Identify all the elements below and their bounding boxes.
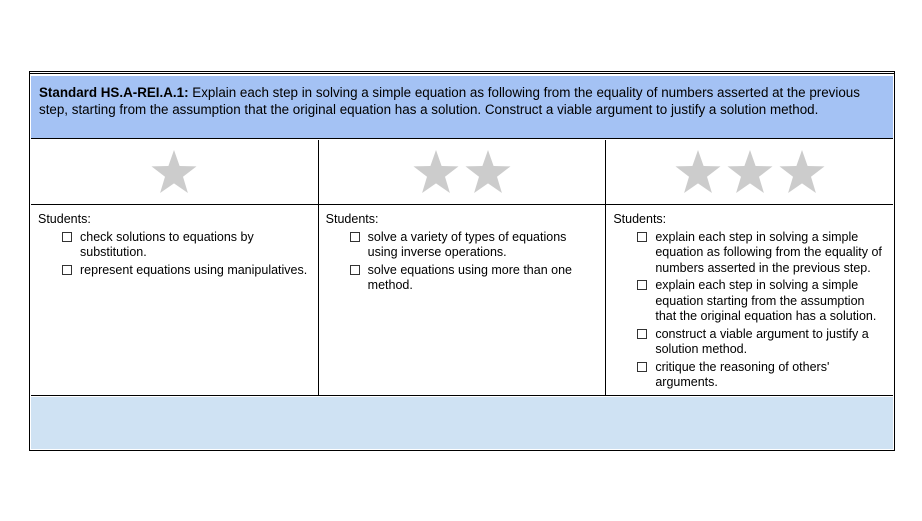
level-1-criteria <box>31 205 319 395</box>
level-3-stars <box>606 140 893 204</box>
standard-header <box>31 76 893 139</box>
criteria-item[interactable]: check solutions to equations by substitution. <box>62 230 312 261</box>
criteria-item[interactable]: explain each step in solving a simple equation starting from the assumption that the original equation has a solution. <box>637 278 887 325</box>
students-label: Students: <box>613 212 667 226</box>
criteria-item[interactable]: solve equations using more than one method. <box>350 263 600 294</box>
checkbox-icon[interactable] <box>350 265 360 275</box>
level-2-stars <box>319 140 607 204</box>
criteria-item[interactable]: represent equations using manipulatives. <box>62 263 312 279</box>
criteria-list <box>613 230 887 391</box>
checkbox-icon[interactable] <box>637 329 647 339</box>
checkbox-icon[interactable] <box>637 232 647 242</box>
criteria-row <box>31 205 893 396</box>
star-icon <box>675 150 720 193</box>
checkbox-icon[interactable] <box>62 265 72 275</box>
star-icon <box>152 150 197 193</box>
criteria-item[interactable]: explain each step in solving a simple equation as following from the equality of numbers asserted in the previous step. <box>637 230 887 277</box>
star-group <box>410 149 514 195</box>
students-label: Students: <box>38 212 91 226</box>
students-label: Students: <box>325 212 379 226</box>
rubric-table <box>29 71 895 451</box>
criteria-item[interactable]: construct a viable argument to justify a solution method. <box>637 327 887 358</box>
criteria-item[interactable]: solve a variety of types of equations using inverse operations. <box>350 230 600 261</box>
standard-description: Explain each step in solving a simple equation as following from the equality of numbers asserted at the previous step, starting from the assumption that the original equation has a solution. Construct a viable argument to justify a solution method. <box>39 85 860 117</box>
criteria-list <box>326 230 600 294</box>
level-1-stars <box>31 140 319 204</box>
checkbox-icon[interactable] <box>637 280 647 290</box>
level-3-criteria <box>606 205 893 395</box>
star-icon <box>727 150 772 193</box>
footer-band <box>31 397 893 449</box>
criteria-item[interactable]: critique the reasoning of others' arguments. <box>637 360 887 391</box>
star-icon <box>466 150 511 193</box>
star-group <box>672 149 828 195</box>
checkbox-icon[interactable] <box>637 362 647 372</box>
star-rating-row <box>31 140 893 205</box>
checkbox-icon[interactable] <box>350 232 360 242</box>
level-2-criteria <box>319 205 607 395</box>
standard-label: Standard HS.A-REI.A.1: <box>39 85 189 100</box>
star-icon <box>779 150 824 193</box>
star-icon <box>414 150 459 193</box>
star-group <box>148 149 200 195</box>
checkbox-icon[interactable] <box>62 232 72 242</box>
criteria-list <box>38 230 312 279</box>
